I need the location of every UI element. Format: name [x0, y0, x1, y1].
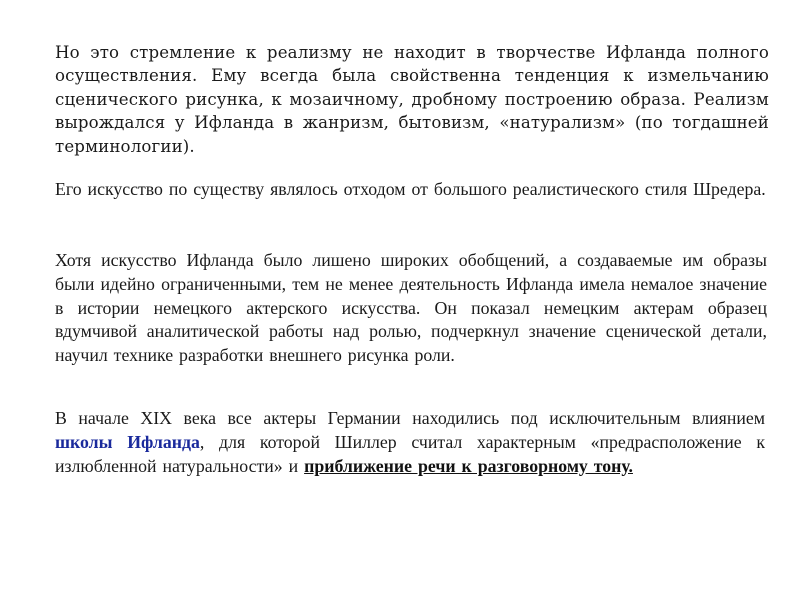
paragraph-significance: Хотя искусство Ифланда было лишено широких обобщений, а создаваемые им образы были идейно ограниченными, тем не менее деятельность Ифланда имела немалое значение в истории немецкого актерского искусства. Он показал немецким актерам образец вдумчивой аналитической работы над ролью, подчеркнул значение сценической детали, научил технике разработки внешнего рисунка роли.: [55, 250, 767, 366]
paragraph-departure: Его искусство по существу являлось отходом от большого реалистического стиля Шредера.: [55, 179, 766, 199]
school-ifland-link[interactable]: школы Ифланда: [55, 431, 200, 452]
speech-emphasis: приближение речи к разговорному тону.: [304, 455, 633, 476]
paragraph-school-influence: [55, 407, 765, 478]
paragraph-school-text-start: В начале XIX века все актеры Германии находились под исключительным влиянием: [55, 408, 765, 428]
paragraph-school-text-middle: , для которой Шиллер считал характерным «предрасположение к излюбленной натуральности» и: [55, 431, 765, 476]
paragraph-realism: Но это стремление к реализму не находит в творчестве Ифланда полного осуществления. Ему всегда была свойственна тенденция к измельчанию сценического рисунка, к мозаичному, дробному построению образа. Реализм вырождался у Ифланда в жанризм, бытовизм, «натурализм» (по тогдашней терминологии).: [55, 43, 769, 156]
